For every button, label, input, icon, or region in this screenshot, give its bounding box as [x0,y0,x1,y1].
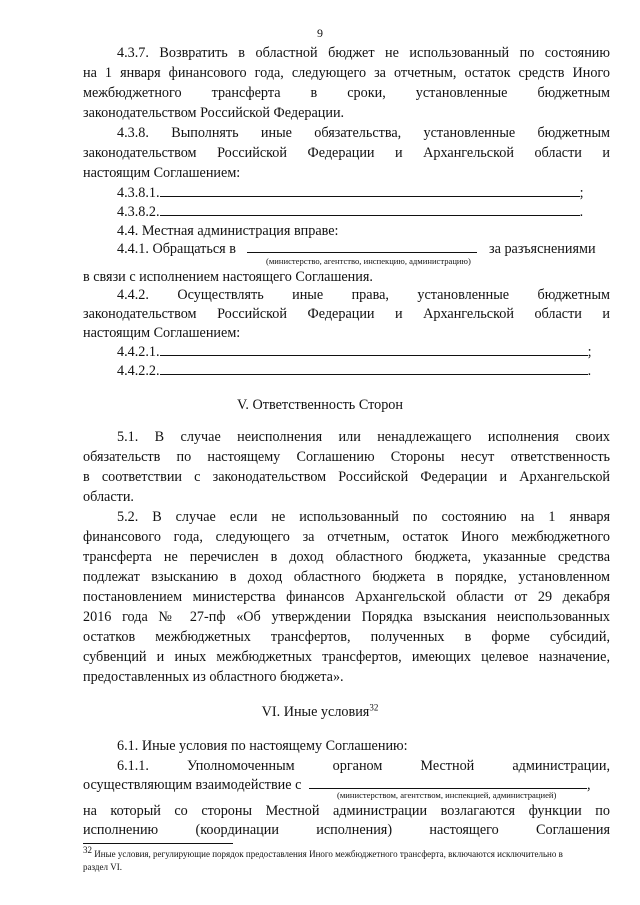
clause-4-3-7-line-3: межбюджетного трансферта в сроки, установленные бюджетным [83,85,610,101]
footnote-number: 32 [83,845,92,855]
clause-5-2-line-4: подлежат взысканию в доход областного бюджета в порядке, установленном [83,569,610,585]
clause-4-4-2-2 [117,362,610,380]
clause-4-4-1-text-b: за разъяснениями [489,241,596,257]
clause-6-1-1-line-2-text: осуществляющим взаимодействие с [83,777,302,793]
blank-fill-line [160,184,580,197]
clause-6-1-1-line-1: 6.1.1. Уполномоченным органом Местной администрации, [117,758,610,774]
blank-fill-line [247,240,477,253]
clause-4-3-7-line-2: на 1 января финансового года, следующего за отчетным, остаток средств Иного [83,65,610,81]
clause-4-4-2-line-1: 4.4.2. Осуществлять иные права, установленные бюджетным [117,287,610,303]
clause-5-2-line-5: постановлением министерства финансов Архангельской области от 29 декабря [83,589,610,605]
clause-4-4-2-line-2: законодательством Российской Федерации и Архангельской области и [83,306,610,322]
footnote-ref: 32 [369,702,379,713]
clause-4-3-7-line-4: законодательством Российской Федерации. [83,105,345,121]
clause-6-1-1-line-4: исполнению (координации исполнения) настоящего Соглашения [83,822,610,838]
clause-4-4-1-caption: (министерство, агентство, инспекцию, администрацию) [266,256,471,266]
clause-5-2-line-6: 2016 года № 27-пф «Об утверждении Порядка взыскания неиспользованных [83,609,610,625]
blank-fill-line [160,203,580,216]
clause-5-2-line-8: субвенций и иных межбюджетных трансфертов, имеющих целевое назначение, [83,649,610,665]
clause-5-2-line-3: трансферта не перечислен в доход областного бюджета, указанные средства [83,549,610,565]
clause-4-3-8-2-number: 4.3.8.2. [117,204,160,220]
footnote-divider [83,843,233,844]
clause-4-3-8-1-number: 4.3.8.1. [117,185,160,201]
blank-fill-line [160,362,588,375]
clause-5-2-line-2: финансового года, следующего за отчетным, остаток Иного межбюджетного [83,529,610,545]
clause-4-3-8-2-punct: . [579,204,584,220]
clause-4-4-2-1 [117,343,610,361]
section-5-title: V. Ответственность Сторон [237,397,403,413]
clause-5-1-line-1: 5.1. В случае неисполнения или ненадлежащего исполнения своих [117,429,610,445]
blank-fill-line [160,343,588,356]
clause-4-4-1-line-2: в связи с исполнением настоящего Соглашения. [83,269,373,285]
clause-6-1: 6.1. Иные условия по настоящему Соглашению: [117,738,408,754]
clause-5-2-line-7: остатков межбюджетных трансфертов, полученных в форме субсидий, [83,629,610,645]
clause-5-2-line-9: предоставленных из областного бюджета». [83,669,344,685]
blank-fill-line [309,776,587,789]
clause-4-4-2-1-punct: ; [587,344,592,360]
footnote-line-1 [83,845,610,860]
clause-4-4-2-2-number: 4.4.2.2. [117,363,160,379]
clause-5-1-line-3: в соответствии с законодательством Российской Федерации и Архангельской [83,469,610,485]
clause-5-1-line-2: обязательств по настоящему Соглашению Стороны несут ответственность [83,449,610,465]
clause-4-3-8-2 [117,203,610,221]
clause-4-3-8-line-2: законодательством Российской Федерации и Архангельской области и [83,145,610,161]
page-number: 9 [317,26,323,40]
clause-4-4-2-1-number: 4.4.2.1. [117,344,160,360]
clause-6-1-1-line-3: на который со стороны Местной администрации возлагаются функции по [83,803,610,819]
clause-4-3-8-1 [117,184,610,202]
clause-4-3-8-1-punct: ; [579,185,584,201]
clause-5-2-line-1: 5.2. В случае если не использованный по состоянию на 1 января [117,509,610,525]
clause-4-4-2-2-punct: . [587,363,592,379]
clause-4-4: 4.4. Местная администрация вправе: [117,223,339,239]
clause-4-3-8-line-3: настоящим Соглашением: [83,165,241,181]
footnote-text-1: Иные условия, регулирующие порядок предоставления Иного межбюджетного трансферта, включаются исключительно в [94,849,563,859]
clause-4-4-2-line-3: настоящим Соглашением: [83,325,241,341]
clause-6-1-1-line-2-end: , [586,777,591,793]
clause-5-1-line-4: области. [83,489,134,505]
clause-6-1-1-caption: (министерством, агентством, инспекцией, администрацией) [337,790,557,800]
section-6-title-text: VI. Иные условия [261,704,370,720]
clause-4-4-1-text-a: 4.4.1. Обращаться в [117,241,236,257]
footnote-line-2: раздел VI. [83,862,122,872]
clause-4-3-8-line-1: 4.3.8. Выполнять иные обязательства, установленные бюджетным [117,125,610,141]
section-6-title [0,703,640,721]
clause-4-3-7-line-1: 4.3.7. Возвратить в областной бюджет не использованный по состоянию [117,45,610,61]
